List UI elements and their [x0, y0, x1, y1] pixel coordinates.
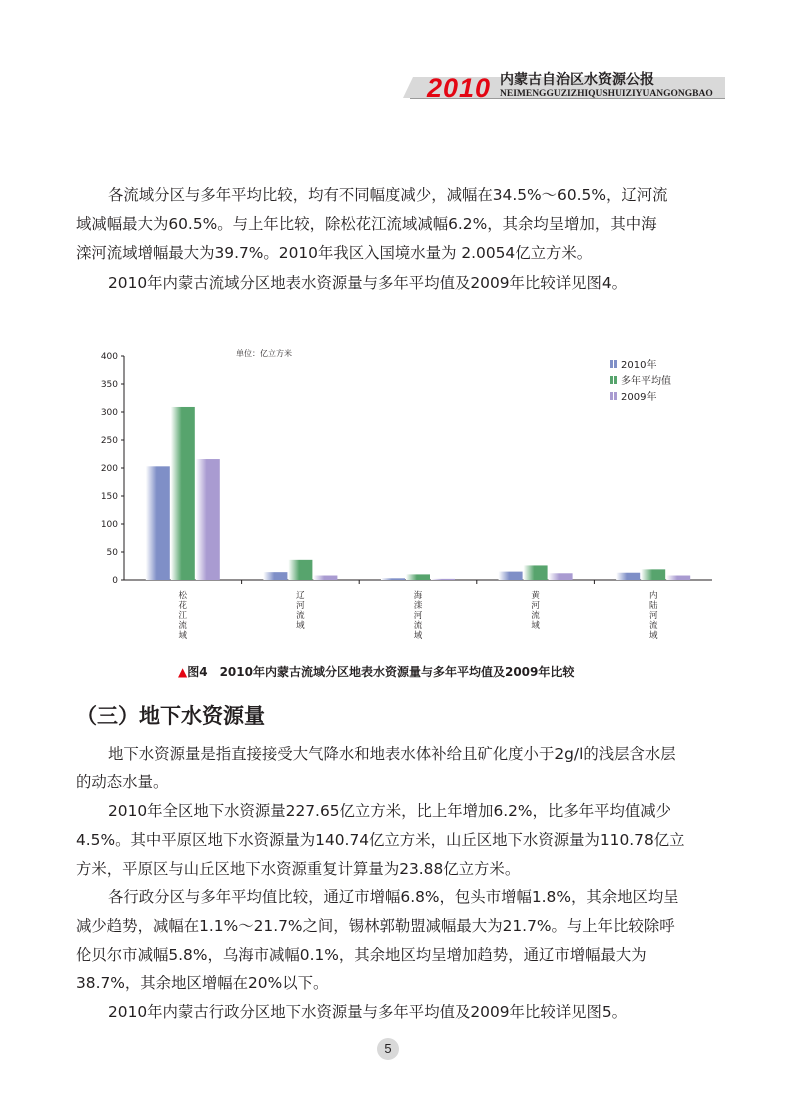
paragraph-surface-water-comparison: [76, 181, 724, 210]
bar-2-2: [431, 579, 455, 580]
category-label-char: 流: [178, 621, 188, 631]
category-label-char: 松: [178, 591, 188, 601]
category-label-char: 内: [648, 591, 658, 601]
paragraph-figure-reference: [76, 269, 724, 298]
paragraph-figure5-reference: [76, 998, 724, 1027]
figure-caption: [178, 664, 574, 680]
category-label-char: 黄: [531, 591, 540, 601]
y-tick-label: 350: [100, 380, 118, 390]
paragraph-line: [76, 912, 724, 941]
category-label-char: 河: [531, 601, 540, 611]
paragraph-line: [76, 210, 724, 239]
paragraph-line: [76, 941, 724, 970]
category-label-char: 流: [296, 611, 305, 621]
text-line: 方米，平原区与山丘区地下水资源重复计算量为23.88亿立方米。: [76, 860, 521, 878]
text-line: 地下水资源量是指直接接受大气降水和地表水体补给且矿化度小于2g/l的浅层含水层: [108, 745, 676, 763]
category-label-char: 域: [413, 631, 423, 641]
text-line: 4.5%。其中平原区地下水资源量为140.74亿立方米，山丘区地下水资源量为110.78亿立: [76, 831, 685, 849]
header-pinyin: NEIMENGGUZIZHIQUSHUIZIYUANGONGBAO: [500, 89, 713, 99]
bar-1-2: [406, 574, 430, 580]
category-label-char: 花: [178, 601, 188, 611]
text-line: 各行政分区与多年平均值比较，通辽市增幅6.8%，包头市增幅1.8%，其余地区均呈: [108, 888, 679, 906]
text-line: 38.7%，其余地区增幅在20%以下。: [76, 974, 329, 992]
legend-label: 2010年: [621, 360, 657, 371]
bar-0-0: [146, 466, 170, 580]
figure4-bar-chart: [0, 330, 800, 655]
category-label-char: 域: [648, 631, 658, 641]
text-line: 滦河流域增幅最大为39.7%。2010年我区入国境水量为 2.0054亿立方米。: [76, 244, 593, 262]
category-label-char: 江: [178, 611, 188, 621]
category-label-char: 陆: [648, 601, 658, 611]
header-title: 内蒙古自治区水资源公报: [500, 72, 654, 88]
category-label-char: 流: [531, 611, 540, 621]
bar-2-0: [196, 459, 220, 580]
category-label-char: 海: [413, 591, 423, 601]
bar-2-3: [549, 573, 573, 580]
category-label-char: 河: [413, 611, 423, 621]
paragraph-groundwater-total: [76, 797, 724, 826]
caption-marker: ▲: [178, 665, 188, 679]
bar-0-3: [499, 572, 523, 580]
category-label-char: 河: [296, 601, 305, 611]
legend-swatch: [610, 392, 613, 400]
category-label-char: 辽: [296, 591, 305, 601]
legend-swatch: [610, 360, 613, 368]
category-label-char: 河: [648, 611, 658, 621]
bar-1-4: [641, 569, 665, 580]
paragraph-line: [76, 826, 724, 855]
text-line: 的动态水量。: [76, 773, 169, 791]
paragraph-line: [76, 239, 724, 268]
text-line: 减少趋势，减幅在1.1%～21.7%之间，锡林郭勒盟减幅最大为21.7%。与上年比较除呼: [76, 917, 675, 935]
page-number: 5: [377, 1038, 399, 1060]
legend-swatch: [614, 376, 617, 384]
y-tick-label: 300: [100, 408, 118, 418]
text-line: 2010年内蒙古行政分区地下水资源量与多年平均值及2009年比较详见图5。: [108, 1003, 628, 1021]
paragraph-line: [76, 969, 724, 998]
y-tick-label: 0: [112, 576, 118, 586]
caption-text: 图4 2010年内蒙古流域分区地表水资源量与多年平均值及2009年比较: [187, 665, 575, 679]
category-label-char: 域: [178, 631, 188, 641]
legend-swatch: [610, 376, 613, 384]
y-tick-label: 50: [106, 548, 118, 558]
chart-unit-label: 单位：亿立方米: [236, 349, 292, 358]
bar-1-3: [524, 565, 548, 580]
paragraph-line: [76, 768, 724, 797]
y-tick-label: 150: [100, 492, 118, 502]
bar-0-2: [381, 578, 405, 580]
text-line: 2010年全区地下水资源量227.65亿立方米，比上年增加6.2%，比多年平均值减少: [108, 802, 672, 820]
y-tick-label: 200: [100, 464, 118, 474]
text-line: 2010年内蒙古流域分区地表水资源量与多年平均值及2009年比较详见图4。: [108, 274, 628, 292]
y-tick-label: 100: [100, 520, 118, 530]
bar-1-0: [171, 407, 195, 580]
paragraph-definition: [76, 740, 724, 769]
text-line: 各流域分区与多年平均比较，均有不同幅度减少，减幅在34.5%～60.5%，辽河流: [108, 186, 668, 204]
bar-2-4: [666, 576, 690, 580]
category-label-char: 滦: [413, 601, 423, 611]
section-title: （三）地下水资源量: [76, 704, 265, 728]
paragraph-line: [76, 855, 724, 884]
paragraph-admin-comparison: [76, 883, 724, 912]
legend-label: 2009年: [621, 392, 657, 403]
category-label-char: 域: [296, 621, 305, 631]
legend-swatch: [614, 360, 617, 368]
bar-0-1: [263, 572, 287, 580]
bar-1-1: [288, 560, 312, 580]
category-label-char: 域: [531, 621, 540, 631]
category-label-char: 流: [413, 621, 423, 631]
legend-label: 多年平均值: [621, 376, 671, 387]
text-line: 域减幅最大为60.5%。与上年比较，除松花江流域减幅6.2%，其余均呈增加，其中海: [76, 215, 657, 233]
legend-swatch: [614, 392, 617, 400]
y-tick-label: 400: [100, 352, 118, 362]
header-year: 2010: [427, 73, 492, 103]
text-line: 伦贝尔市减幅5.8%，乌海市减幅0.1%，其余地区均呈增加趋势，通辽市增幅最大为: [76, 946, 647, 964]
y-tick-label: 250: [100, 436, 118, 446]
bar-2-1: [313, 576, 337, 580]
category-label-char: 流: [648, 621, 658, 631]
bar-0-4: [616, 573, 640, 580]
